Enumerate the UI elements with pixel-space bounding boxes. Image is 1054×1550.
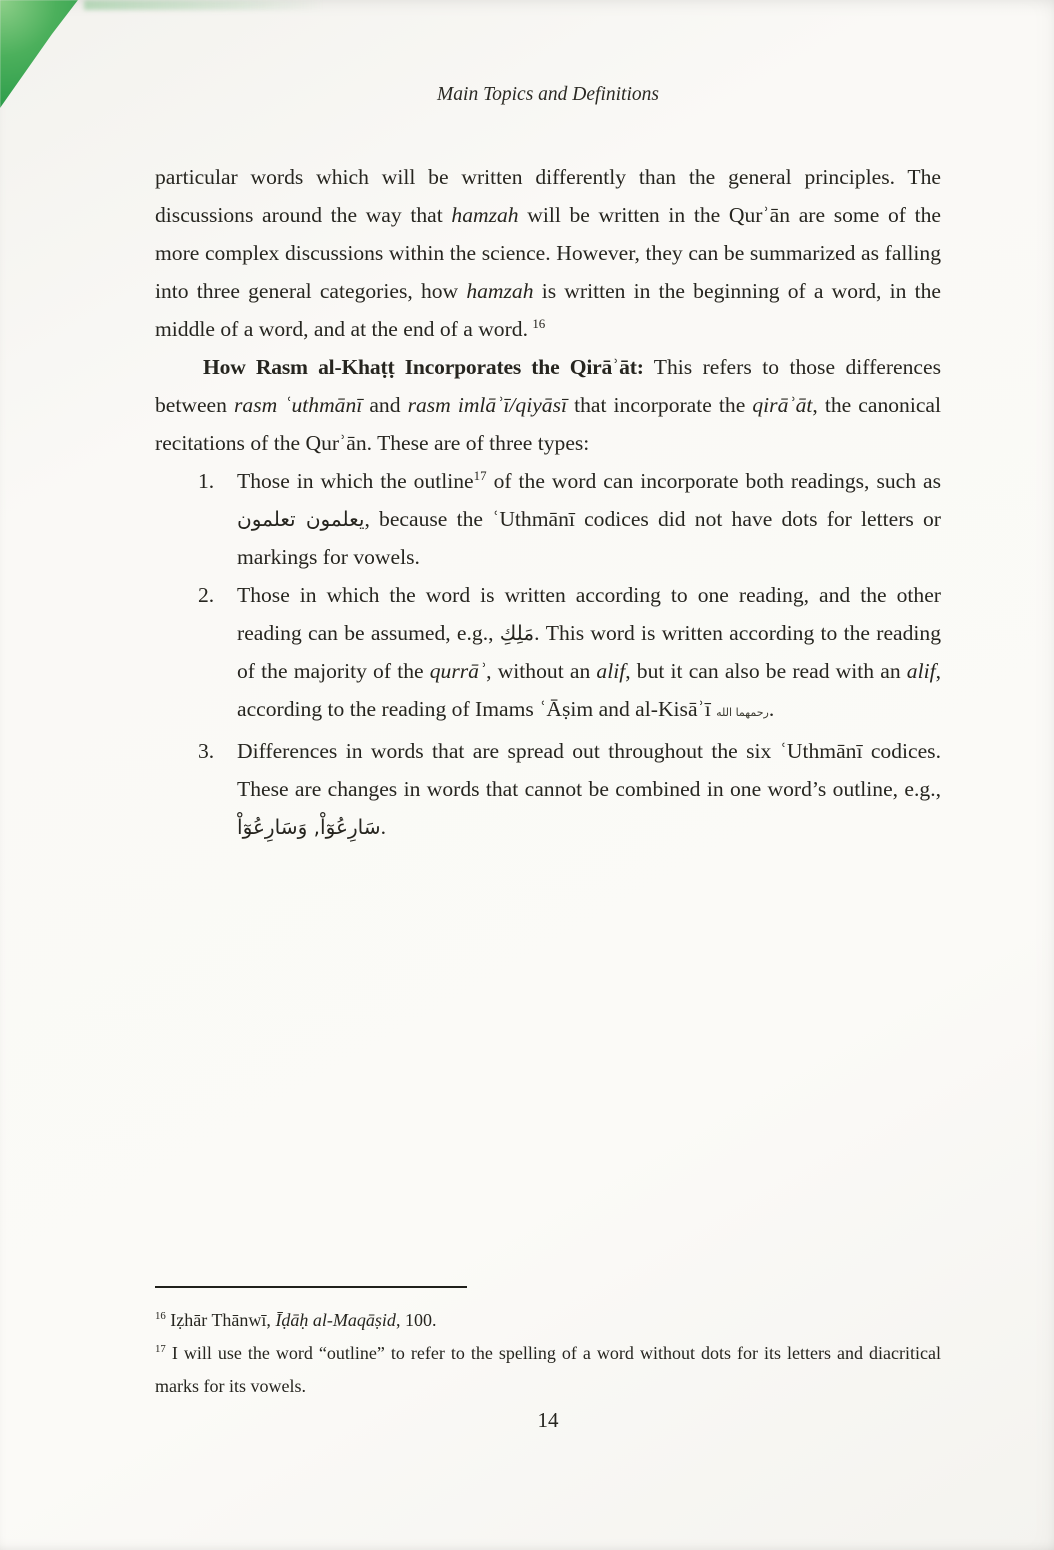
list-item-text: Differences in words that are spread out throughout the six ʿUthmānī codices. These are changes in words that cannot be combined in one word’s outline, e.g., سَارِعُوٓاْ, وَسَارِعُوٓاْ. — [237, 739, 941, 839]
list-item — [198, 576, 941, 732]
running-header: Main Topics and Definitions — [437, 84, 659, 105]
list-item-number: 1. — [198, 469, 215, 493]
list-item-text: Those in which the word is written according to one reading, and the other reading can be assumed, e.g., مَلِكِ. This word is written according to the reading of the majority of the qurrāʾ, without an alif, but it can also be read with an alif, according to the reading of Imams ʿĀṣim and al-Kisāʾī رحمهما الله. — [237, 583, 941, 721]
footnote-17: $^{17}$ I will use the word “outline” to refer to the spelling of a word without dots for its letters and diacritical marks for its vowels. — [155, 1343, 941, 1396]
footnote-16: $^{16}$ Iẓhār Thānwī, Īḍāḥ al-Maqāṣid, 100. — [155, 1310, 437, 1330]
list-item-text: Those in which the outline$^{17}$ of the word can incorporate both readings, such as يعلمون تعلمون, because the ʿUthmānī codices did not have dots for letters or markings for vowels. — [237, 467, 941, 569]
footnote-divider — [155, 1286, 467, 1288]
page-number: 14 — [537, 1408, 559, 1432]
paragraph-hamzah: particular words which will be written differently than the general principles. The discussions around the way that hamzah will be written in the Qurʾān are some of the more complex discussions within the science. However, they can be summarized as falling into three general categories, how hamzah is written in the beginning of a word, in the middle of a word, and at the end of a word. $^{16}$ — [155, 165, 942, 341]
footnotes-section — [155, 1286, 941, 1403]
scan-edge-artifact — [84, 0, 324, 10]
list-item — [198, 732, 941, 846]
numbered-list — [155, 462, 941, 846]
scan-cover-corner-artifact — [0, 0, 86, 112]
list-item-number: 2. — [198, 583, 215, 607]
list-item-number: 3. — [198, 739, 215, 763]
page-body — [155, 158, 941, 846]
list-item — [198, 462, 941, 576]
paragraph-rasm-alkhatt: How Rasm al-Khaṭṭ Incorporates the Qirāʾāt: This refers to those differences between rasm ʿuthmānī and rasm imlāʾī/qiyāsī that incorporate the qirāʾāt, the canonical recitations of the Qurʾān. These are of three types: — [155, 355, 941, 455]
